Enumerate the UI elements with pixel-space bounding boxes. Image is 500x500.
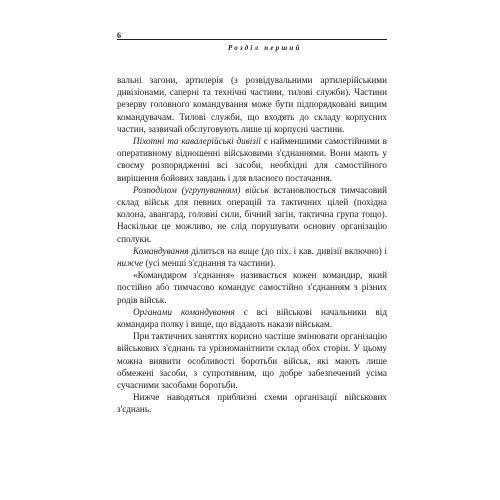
- paragraph-text: (до піх. і кав. дивізії включно) і: [258, 245, 388, 256]
- paragraph-formation-commander: [117, 269, 387, 306]
- term-command: Командування: [133, 245, 189, 256]
- paragraph-text: є всі військові начальники від командира полку і вище, що віддають накази військам.: [117, 306, 388, 330]
- paragraph-continuation: [117, 74, 387, 135]
- paragraph-text: Нижче наводяться приблизні схеми організації військових з'єднань.: [117, 392, 387, 415]
- term-troop-grouping: Розподілом (угрупуванням) військ: [133, 184, 269, 195]
- paragraph-divisions: [117, 135, 387, 184]
- paragraph-text: вальні загони, артилерія (з розвідувальними артилерійськими дивізіонами, саперні та технічні частини, тилові служби). Частини резерву головного командування може бути підпорядковані вищим командувачам. Тилові служби, що входять до складу корпусних частин, зазвичай обслуговують лише ці корпусні частини.: [117, 75, 387, 134]
- body-text: [117, 74, 387, 416]
- paragraph-command: [117, 245, 387, 269]
- term-lower: нижче: [117, 258, 144, 269]
- page-number: 6: [117, 31, 121, 40]
- term-infantry-cavalry-divisions: Піхотні та кавалерійські дивізії: [133, 136, 261, 147]
- term-higher: вище: [238, 245, 259, 256]
- paragraph-text: встановлюється тимчасовий склад військ для певних операцій та тактичних цілей (похідна колона, авангард, головні сили, бічний загін, тактична група тощо). Наскільки це можливо, не слід порушувати основну організацію сполуки.: [117, 184, 387, 244]
- running-head: Розділ перший: [228, 44, 302, 52]
- paragraph-text: «Командиром з'єднання» називається кожен командир, який постійно або тимчасово командує самостійно з'єднанням з різних родів військ.: [117, 270, 387, 305]
- header-rule: [117, 39, 387, 40]
- paragraph-text: є найменшими самостійними в оперативному відношенні військовими з'єднаннями. Вони мають у своєму розпорядженні всі засоби, необхідні для самостійного вирішення бойових завдань і для власного постачання.: [117, 136, 387, 183]
- paragraph-text: При тактичних заняттях корисно частіше змінювати організацію військових з'єднань та урізноманітнити склад обох сторін. У цьому можна виявити особливості боротьби військ, які мають лише обмежені засоби, з супротивним, що добре забезпечений усіма сучасними засобами боротьби.: [117, 331, 387, 391]
- paragraph-schemes-intro: [117, 391, 387, 415]
- paragraph-tactical-exercises: [117, 330, 387, 391]
- term-command-organs: Органами командування: [133, 306, 235, 317]
- paragraph-text: ділиться на: [188, 245, 239, 256]
- paragraph-text: (усі менші з'єднання та частини).: [143, 258, 276, 269]
- paragraph-command-organs: [117, 306, 387, 330]
- paragraph-grouping: [117, 184, 387, 245]
